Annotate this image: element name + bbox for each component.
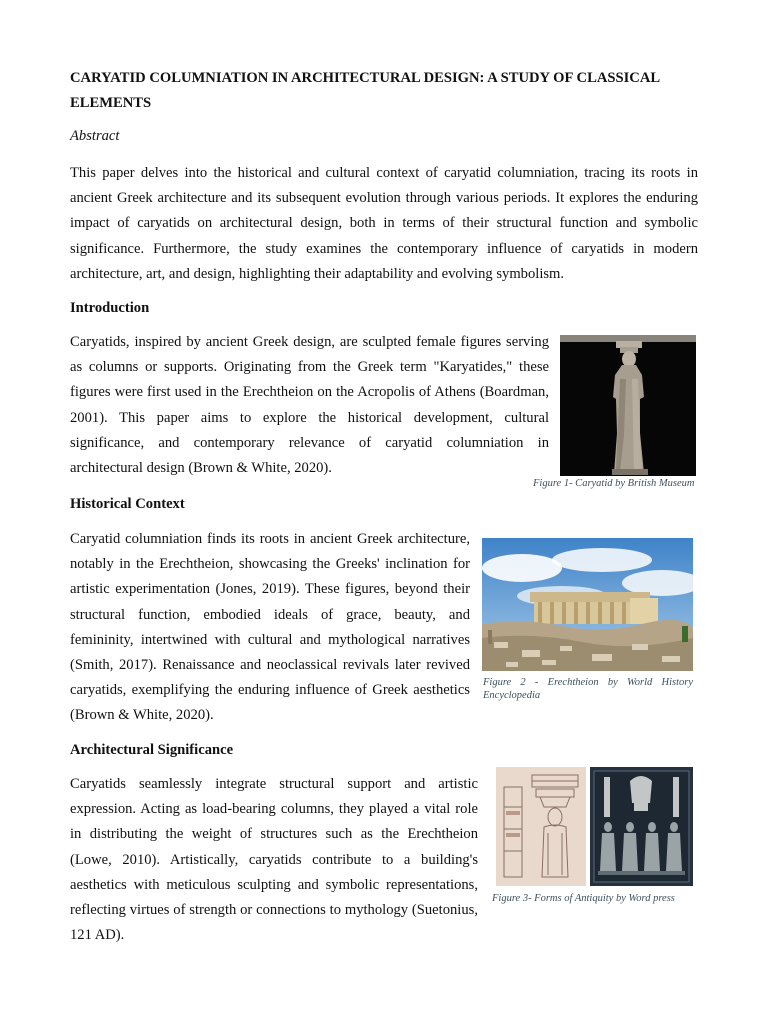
figure-3-caption: Figure 3- Forms of Antiquity by Word press xyxy=(492,893,675,904)
historical-context-text: Caryatid columniation finds its roots in ancient Greek architecture, notably in the Erechtheion, showcasing the Greeks' inclination for artistic experimentation (Jones, 2019). These figures, beyond their structural function, embodied ideals of grace, beauty, and femininity, intertwined with cultural and mythological narratives (Smith, 2017). Renaissance and neoclassical revivals later revived caryatids, exemplifying the enduring influence of Greek aesthetics (Brown & White, 2020). xyxy=(70,531,470,724)
figure-2-erechtheion-image xyxy=(482,538,693,671)
abstract-label: Abstract xyxy=(70,128,120,144)
figure-1-caption: Figure 1- Caryatid by British Museum xyxy=(533,478,695,489)
introduction-heading: Introduction xyxy=(70,300,150,316)
architectural-significance-text: Caryatids seamlessly integrate structural support and artistic expression. Acting as load-bearing columns, they played a vital role in distributing the weight of structures such as the Erechtheion (Lowe, 2010). Artistically, caryatids contribute to a building's aesthetics with meticulous sculpting and symbolic representations, reflecting virtues of strength or connections to mythology (Suetonius, 121 AD). xyxy=(70,776,478,944)
figure-3-ornament-plate-image xyxy=(590,767,693,886)
historical-context-heading: Historical Context xyxy=(70,496,185,512)
figure-2-caption: Figure 2 - Erechtheion by World History Encyclopedia xyxy=(483,677,693,701)
introduction-text: Caryatids, inspired by ancient Greek design, are sculpted female figures serving as columns or supports. Originating from the Greek term "Karyatides," these figures were first used in the Erechtheion on the Acropolis of Athens (Boardman, 2001). This paper aims to explore the historical development, cultural significance, and contemporary relevance of caryatid columniation in architectural design (Brown & White, 2020). xyxy=(70,334,549,477)
architectural-significance-heading: Architectural Significance xyxy=(70,742,234,758)
paper-title: CARYATID COLUMNIATION IN ARCHITECTURAL DESIGN: A STUDY OF CLASSICAL ELEMENTS xyxy=(70,70,660,111)
figure-1-caryatid-image xyxy=(560,335,696,476)
figure-3-drawing-image xyxy=(496,767,586,886)
abstract-text: This paper delves into the historical and cultural context of caryatid columniation, tracing its roots in ancient Greek architecture and its subsequent evolution through various periods. It explores the enduring impact of caryatids on architectural design, both in terms of their structural function and symbolic significance. Furthermore, the study examines the contemporary influence of caryatids in modern architecture, art, and design, highlighting their adaptability and evolving symbolism. xyxy=(70,165,698,282)
